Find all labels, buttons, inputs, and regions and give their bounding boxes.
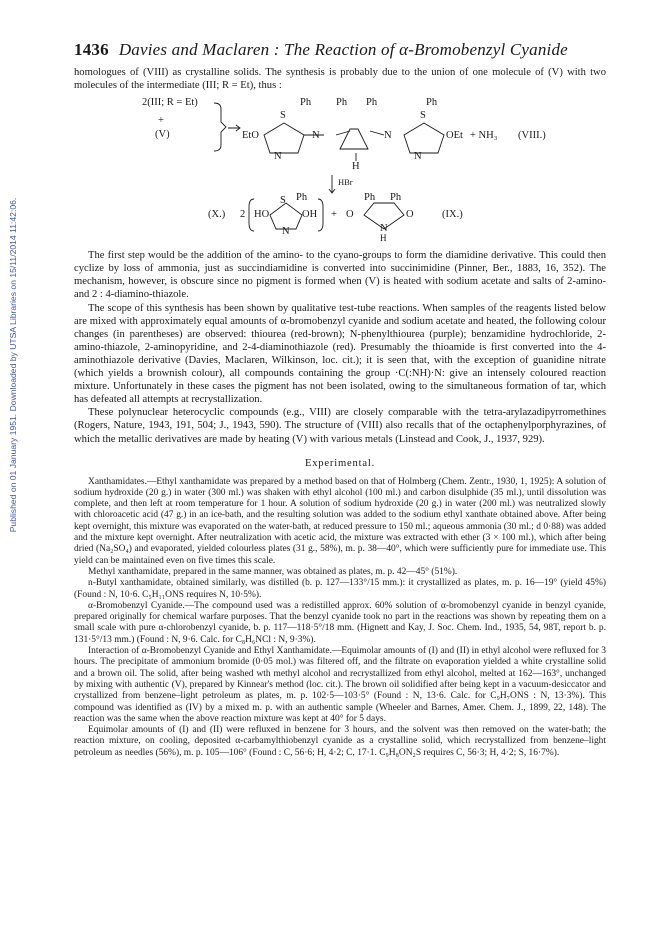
scheme-coef: 2 [240,209,246,221]
scheme-ph7: Ph [390,192,402,204]
experimental-paragraph-6: Equimolar amounts of (I) and (II) were refluxed in benzene for 3 hours, and the solvent was then removed on the water-bath; the reaction mixture, on cooling, deposited α-carbamylthiobenzyl cyanide as a crystalline solid, which recrystallized from benzene–light petroleum as needles (56%), m. p. 105—106° (Found : C, 56·6; H, 4·2; C, 17·1. C₉H₈ON₂S requires C, 56·3; H, 4·2; S, 16·7%). [74,725,606,758]
scheme-s3: S [280,195,286,207]
sidebar-text: Published on 01 January 1951. Downloaded by UTSA Libraries on 15/11/2014 11:42:06. [8,197,18,533]
scheme-n-f: N [380,223,388,235]
scheme-brace [214,103,226,151]
bracket-right [318,199,323,231]
scheme-ho: HO [254,209,270,221]
pyrrole-ring [340,129,368,149]
scheme-ph4: Ph [426,97,438,109]
scheme-o1: O [346,209,354,221]
scheme-x: (X.) [208,209,226,221]
scheme-n-e: N [282,226,290,238]
scheme-plus2: + [331,209,337,221]
scheme-n-a: N [274,151,282,163]
scheme-n-d: N [414,151,422,163]
scheme-ph2: Ph [336,97,348,109]
running-header [74,40,606,60]
experimental-heading: Experimental. [304,457,376,469]
scheme-lhs: 2(III; R = Et) [142,97,198,109]
experimental-paragraph-3: n-Butyl xanthamidate, obtained similarly, was distilled (b. p. 127—133°/15 mm.): it crystallized as plates, m. p. 16—19° (yield 45%) (Found : N, 10·6. C₅H₁₁ONS requires N, 10·5%). [74,578,606,600]
scheme-ph6: Ph [364,192,376,204]
scheme-s1: S [280,110,286,122]
download-sidebar [2,95,24,635]
scheme-ph1: Ph [300,97,312,109]
experimental-paragraph-1: Xanthamidates.—Ethyl xanthamidate was prepared by a method based on that of Holmberg (Chem. Zentr., 1930, 1, 1925): A solution of sodium hydroxide (20 g.) in water (300 ml.) was shaken with ethyl alcohol (100 ml.) and carbon disulphide (35 ml.), until dissolution was complete, and then left at room temperature for 1 hour. A solution of sodium hydroxide (20 g.) in water (200 ml.) was neutralized slowly with chloroacetic acid (47 g.) in an ice-bath, and the resulting solution was added to the sodium ethyl xanthate obtained above. After being kept overnight, this mixture was evaporated on the water-bath, at reduced pressure to 150 ml.; aqueous ammonia (30 ml.; d 0·88) was added and the mixture kept overnight. After neutralization with acetic acid, the mixture was extracted with ether (3 × 100 ml.), which after being dried (Na₂SO₄) and evaporated, yielded colourless plates (31 g., 58%), m. p. 38—40°, which were sufficiently pure for immediate use. This yield can be maintained even on five times this scale. [74,476,606,566]
experimental-paragraph-2: Methyl xanthamidate, prepared in the same manner, was obtained as plates, m. p. 42—45° (51%). [88,566,458,577]
experimental-section [74,477,606,759]
hbr-arrow [329,175,335,193]
paper-page [74,40,606,759]
body-paragraph-1: The first step would be the addition of the amino- to the cyano-groups to form the diamidine derivative. This could then cyclize by loss of ammonia, just as succindiamidine is converted into succinimidine (Pinner, Ber., 1883, 16, 352). The mechanism, however, is obscure since no pigment is formed when (V) is heated with sodium acetate and salts of 2-amino- and 2 : 4-diamino-thiazole. [74,250,606,301]
scheme-ph5: Ph [296,192,308,204]
body-paragraph-2: The scope of this synthesis has been shown by qualitative test-tube reactions. When samples of the reagents listed below are mixed with approximately equal amounts of α-bromobenzyl cyanide and sodium acetate and heated, the following colour changes (in parentheses) are observed: thiourea (red-brown); N-phenylthiourea (purple); benzamidine hydrochloride, 2-amino-thiazole, 2-aminopyridine, and 2-4-diaminothiazole (red). Presumably the thioamide is first converted into the 4-aminothiazole derivative (Davies, Maclaren, Wilkinson, loc. cit.); it is seen that, with the exception of guanidine nitrate (which yields a brownish colour), all compounds containing the group ·C(:NH)·N: give an intensely coloured reaction mixture. Unfortunately in these cases the pigment has not been isolated, owing to the simultaneous formation of tar, which has defeated all attempts at recrystallization. [74,302,606,406]
scheme-oet: OEt [446,130,463,142]
intro-paragraph: homologues of (VIII) as crystalline solids. The synthesis is probably due to the union of one molecule of (V) with two molecules of the intermediate (III; R = Et), thus : [74,67,606,92]
thiazole-ring-1 [264,123,304,153]
scheme-plus: + [158,115,164,127]
scheme-arrow [228,125,240,131]
scheme-n-c: N [384,130,392,142]
scheme-h2: H [380,233,387,244]
experimental-paragraph-4: α-Bromobenzyl Cyanide.—The compound used was a redistilled approx. 60% solution of α-bromobenzyl cyanide in benzyl cyanide, prepared originally for chemical warfare purposes. That the benzyl cyanide took no part in the reactions was shown by repeating them on a small scale with pure α-chlorobenzyl cyanide, b. p. 117—118·5°/18 mm. (Hignett and Kay, J. Soc. Chem. Ind., 1935, 54, 98T, report b. p. 131·5°/13 mm.) (Found : N, 9·6. Calc. for C₈H₆NCl : N, 9·3%). [74,600,606,645]
page-number: 1436 [74,40,109,59]
experimental-paragraph-5: Interaction of α-Bromobenzyl Cyanide and Ethyl Xanthamidate.—Equimolar amounts of (I) and (II) in ethyl alcohol were refluxed for 3 hours. The precipitate of ammonium bromide (0·05 mol.) was filtered off, and the filtrate on evaporation yielded a white crystalline solid and a brown oil. The solid, after being washed wth methyl alcohol and recrystallized from ethyl alcohol, melted at 162—163°, unchanged by mixing with authentic (V), prepared by Kinnear's method (loc. cit.). The brown oil solidified after being kept in a vacuum-desiccator and crystallized from benzene–light petroleum as plates, m. p. 102·5—103·5° (Found : N, 13·6. Calc. for C₉H₇ONS : N, 13·3%). This compound was identified as (IV) by a mixed m. p. with an authentic sample (Wheeler and Barnes, Amer. Chem. J., 1899, 22, 148). The reaction was the same when the above reaction mixture was kept at 40° for 5 days. [74,646,606,724]
scheme-h: H [352,161,360,173]
scheme-s2: S [420,110,426,122]
scheme-ix: (IX.) [442,209,463,221]
reaction-scheme [74,95,606,243]
body-paragraph-3: These polynuclear heterocyclic compounds (e.g., VIII) are closely comparable with the tetra-arylazadipyrromethines (Rogers, Nature, 1943, 191, 504; J., 1943, 590). The structure of (VIII) also recalls that of the octaphenylporphyrazines, of which the metallic derivatives are made by heating (V) with various metals (Linstead and Cook, J., 1937, 929). [74,407,606,445]
scheme-o2: O [406,209,414,221]
scheme-eto: EtO [242,130,259,142]
scheme-viii: (VIII.) [518,130,546,142]
thiazole-ring-2 [404,123,444,153]
scheme-drawing [74,95,606,243]
running-title: Davies and Maclaren : The Reaction of α-Bromobenzyl Cyanide [118,40,568,59]
scheme-nh3: + NH₃ [470,130,498,142]
scheme-n-b: N [312,130,320,142]
scheme-v: (V) [155,129,170,141]
scheme-oh: OH [302,209,318,221]
scheme-hbr: HBr [338,177,353,188]
scheme-ph3: Ph [366,97,378,109]
